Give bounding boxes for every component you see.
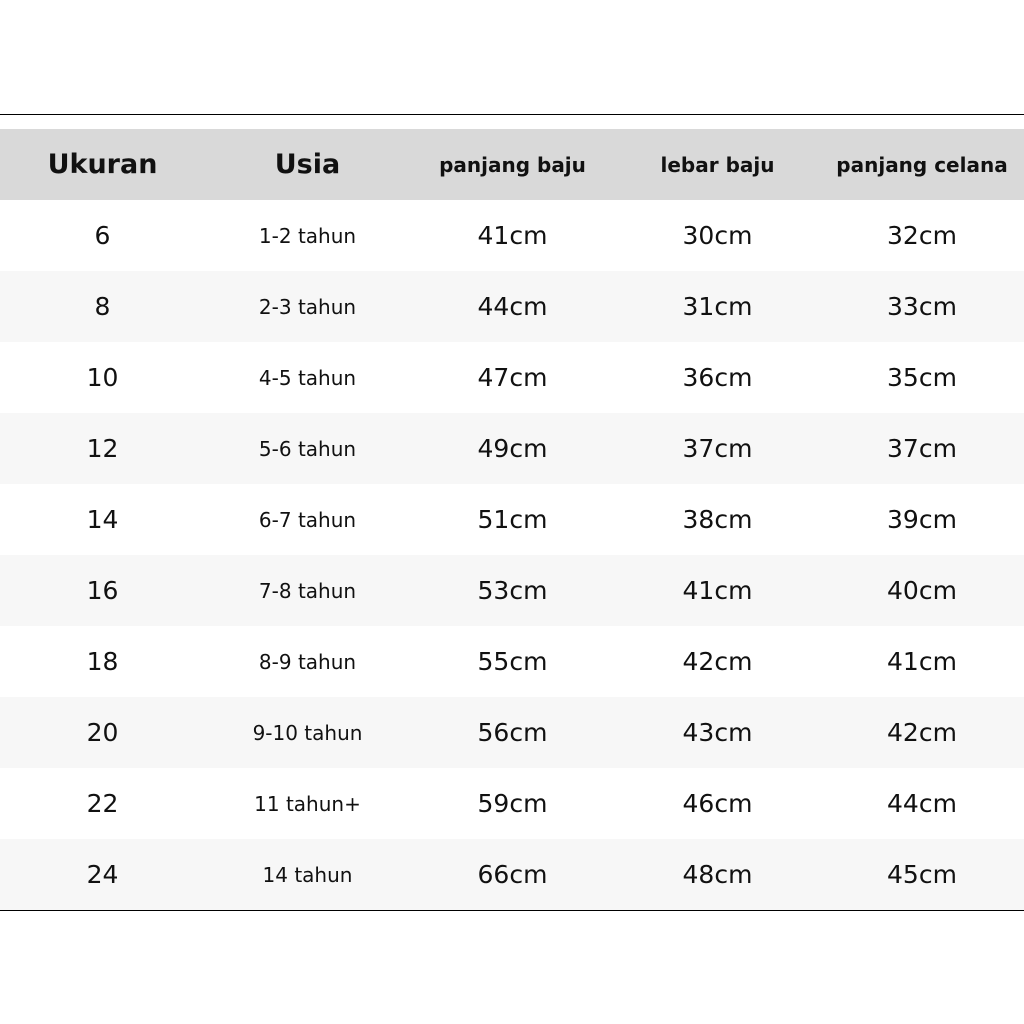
cell-panjang-celana: 42cm (887, 718, 957, 747)
cell-ukuran: 10 (86, 363, 119, 392)
cell-panjang-celana: 35cm (887, 363, 957, 392)
cell-panjang-baju: 56cm (477, 718, 548, 747)
cell-usia: 14 tahun (262, 862, 353, 887)
table-row (0, 697, 1024, 768)
top-rule (0, 114, 1024, 115)
cell-ukuran: 14 (86, 505, 119, 534)
header-lebar-baju: lebar baju (660, 152, 775, 177)
cell-panjang-baju: 53cm (477, 576, 548, 605)
cell-usia: 4-5 tahun (258, 365, 357, 390)
cell-usia: 1-2 tahun (258, 223, 357, 248)
cell-panjang-celana: 33cm (887, 292, 957, 321)
table-header-row (0, 129, 1024, 200)
cell-panjang-baju: 47cm (477, 363, 548, 392)
cell-lebar-baju: 42cm (682, 647, 753, 676)
table-row (0, 768, 1024, 839)
cell-ukuran: 24 (86, 860, 119, 889)
cell-ukuran: 22 (86, 789, 119, 818)
cell-panjang-baju: 66cm (477, 860, 548, 889)
cell-panjang-baju: 51cm (477, 505, 548, 534)
cell-usia: 2-3 tahun (258, 294, 357, 319)
table-row (0, 342, 1024, 413)
table-row (0, 271, 1024, 342)
cell-panjang-celana: 44cm (887, 789, 957, 818)
cell-usia: 9-10 tahun (252, 720, 363, 745)
cell-panjang-baju: 55cm (477, 647, 548, 676)
cell-usia: 11 tahun+ (254, 791, 361, 816)
cell-panjang-celana: 40cm (887, 576, 957, 605)
cell-lebar-baju: 37cm (682, 434, 753, 463)
cell-panjang-baju: 41cm (477, 221, 548, 250)
header-usia: Usia (274, 149, 341, 180)
cell-usia: 6-7 tahun (258, 507, 357, 532)
cell-ukuran: 20 (86, 718, 119, 747)
cell-panjang-celana: 32cm (887, 221, 957, 250)
cell-lebar-baju: 31cm (682, 292, 753, 321)
cell-usia: 8-9 tahun (258, 649, 357, 674)
cell-panjang-celana: 41cm (887, 647, 957, 676)
cell-panjang-celana: 39cm (887, 505, 957, 534)
table-row (0, 484, 1024, 555)
cell-lebar-baju: 48cm (682, 860, 753, 889)
cell-ukuran: 6 (94, 221, 111, 250)
header-panjang-baju: panjang baju (439, 152, 586, 177)
table-row (0, 413, 1024, 484)
cell-lebar-baju: 38cm (682, 505, 753, 534)
cell-lebar-baju: 36cm (682, 363, 753, 392)
table-row (0, 626, 1024, 697)
cell-usia: 5-6 tahun (258, 436, 357, 461)
cell-panjang-baju: 44cm (477, 292, 548, 321)
cell-ukuran: 18 (86, 647, 119, 676)
cell-ukuran: 12 (86, 434, 119, 463)
size-chart-table (0, 129, 1024, 910)
cell-panjang-baju: 49cm (477, 434, 548, 463)
cell-panjang-celana: 45cm (887, 860, 957, 889)
table-row (0, 555, 1024, 626)
table-row (0, 200, 1024, 271)
cell-panjang-baju: 59cm (477, 789, 548, 818)
cell-lebar-baju: 41cm (682, 576, 753, 605)
cell-usia: 7-8 tahun (258, 578, 357, 603)
cell-ukuran: 16 (86, 576, 119, 605)
bottom-rule (0, 910, 1024, 911)
header-panjang-celana: panjang celana (836, 152, 1008, 177)
table-row (0, 839, 1024, 910)
cell-lebar-baju: 30cm (682, 221, 753, 250)
cell-lebar-baju: 46cm (682, 789, 753, 818)
cell-panjang-celana: 37cm (887, 434, 957, 463)
header-ukuran: Ukuran (47, 149, 158, 180)
cell-ukuran: 8 (94, 292, 111, 321)
cell-lebar-baju: 43cm (682, 718, 753, 747)
